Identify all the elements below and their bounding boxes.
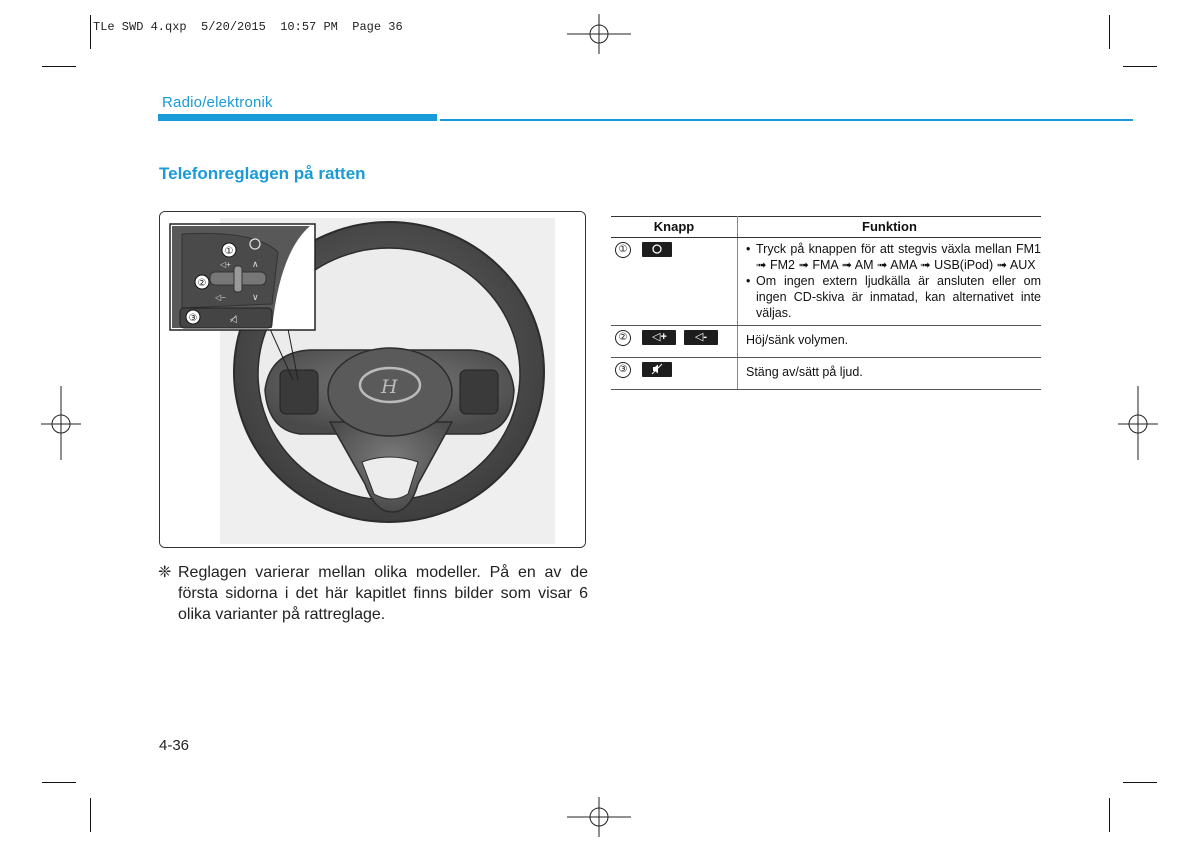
page-number: 4-36 bbox=[159, 737, 190, 754]
column-header-funktion: Funktion bbox=[738, 217, 1042, 238]
list-item: • Tryck på knappen för att stegvis växla mellan FM1 ➟ FM2 ➟ FMA ➟ AM ➟ AMA ➟ USB(iPod) ➟ AUX bbox=[746, 242, 1041, 272]
svg-text:∨: ∨ bbox=[252, 292, 259, 302]
row-number: ② bbox=[615, 330, 631, 346]
steering-wheel-figure bbox=[159, 211, 586, 548]
callout-2: ② bbox=[197, 278, 207, 289]
footnote-text: Reglagen varierar mellan olika modeller. På en av de första sidorna i det här kapitlet finns bilder som visar 6 olika varianter på rattreglage. bbox=[178, 564, 588, 623]
header-bar bbox=[158, 114, 437, 121]
table-row bbox=[611, 238, 1041, 326]
row-description: Stäng av/sätt på ljud. bbox=[738, 358, 1042, 390]
page-heading: Telefonreglagen på ratten bbox=[159, 164, 366, 183]
mode-icon bbox=[642, 242, 672, 257]
callout-1: ① bbox=[224, 246, 234, 257]
volume-up-icon: ◁+ bbox=[642, 330, 676, 345]
button-function-table bbox=[611, 216, 1041, 390]
callout-3: ③ bbox=[188, 313, 198, 324]
footnote-symbol: ❈ bbox=[158, 564, 172, 581]
svg-text:H: H bbox=[381, 376, 398, 398]
table-header-row bbox=[611, 217, 1041, 238]
steering-wheel-illustration bbox=[160, 212, 586, 548]
svg-text:∧: ∧ bbox=[252, 259, 259, 269]
svg-text:◁−: ◁− bbox=[215, 293, 226, 302]
table-row bbox=[611, 358, 1041, 390]
column-header-knapp: Knapp bbox=[611, 217, 738, 238]
footnote bbox=[158, 562, 588, 625]
list-item: • Om ingen extern ljudkälla är ansluten eller om ingen CD-skiva är inmatad, kan alternativet inte väljas. bbox=[746, 274, 1041, 320]
print-slug: TLe SWD 4.qxp 5/20/2015 10:57 PM Page 36 bbox=[93, 20, 403, 34]
header-rule bbox=[440, 119, 1133, 121]
section-title: Radio/elektronik bbox=[162, 94, 273, 111]
svg-text:◁+: ◁+ bbox=[220, 260, 231, 269]
row-description: Höj/sänk volymen. bbox=[738, 326, 1042, 358]
volume-down-icon: ◁- bbox=[684, 330, 718, 345]
mute-icon bbox=[642, 362, 672, 377]
svg-text:◁̸: ◁̸ bbox=[230, 314, 237, 324]
row-number: ① bbox=[615, 242, 631, 258]
row-number: ③ bbox=[615, 362, 631, 378]
table-row bbox=[611, 326, 1041, 358]
